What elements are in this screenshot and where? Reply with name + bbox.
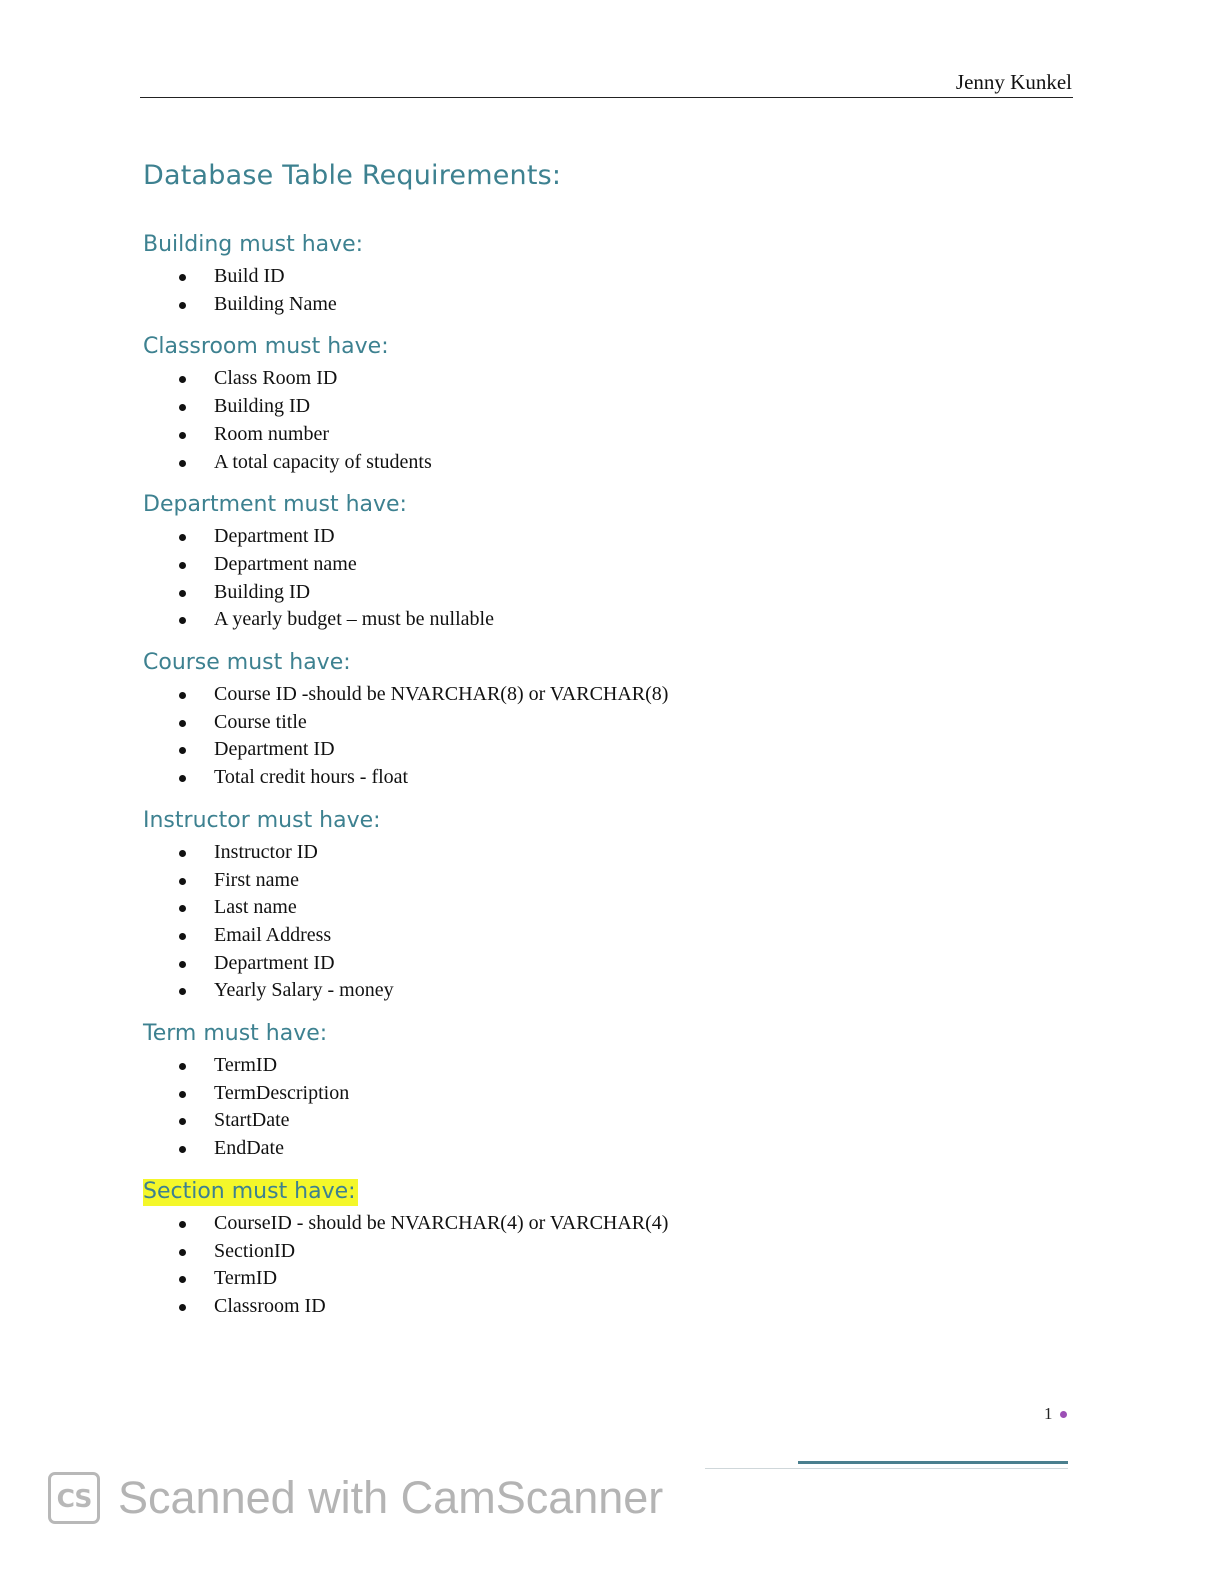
section-heading [143, 1016, 1043, 1052]
page-number-dot [1060, 1411, 1067, 1418]
bullet-icon [179, 1276, 186, 1283]
bullet-icon [179, 720, 186, 727]
list-item [143, 449, 1043, 477]
requirement-list [143, 1210, 1043, 1321]
list-item-text: StartDate [214, 1109, 290, 1132]
requirement-list [143, 839, 1043, 1005]
bullet-icon [179, 302, 186, 309]
bullet-icon [179, 1118, 186, 1125]
list-item [143, 393, 1043, 421]
bullet-icon [179, 1249, 186, 1256]
list-item [143, 421, 1043, 449]
list-item [143, 551, 1043, 579]
bullet-icon [179, 1091, 186, 1098]
list-item [143, 922, 1043, 950]
list-item-text: Instructor ID [214, 840, 318, 863]
list-item [143, 1293, 1043, 1321]
list-item-text: Department ID [214, 951, 335, 974]
section-heading [143, 329, 1043, 365]
header-rule [140, 97, 1073, 98]
watermark-text: Scanned with CamScanner [118, 1472, 664, 1523]
list-item-text: Department name [214, 552, 357, 575]
bullet-icon [179, 534, 186, 541]
section-heading-text: Course must have: [143, 650, 351, 676]
list-item-text: Building Name [214, 292, 337, 315]
section-heading-text: Instructor must have: [143, 807, 381, 833]
list-item-text: Department ID [214, 525, 335, 548]
list-item-text: Yearly Salary - money [214, 979, 394, 1002]
section-block [143, 803, 1043, 1005]
page-number: 1 [1044, 1404, 1053, 1423]
bullet-icon [179, 1063, 186, 1070]
requirement-list [143, 1052, 1043, 1163]
list-item [143, 1107, 1043, 1135]
list-item-text: EndDate [214, 1137, 284, 1160]
requirement-list [143, 365, 1043, 476]
list-item-text: A total capacity of students [214, 450, 432, 473]
list-item [143, 839, 1043, 867]
document-title: Database Table Requirements: [143, 160, 562, 191]
list-item-text: Classroom ID [214, 1294, 326, 1317]
list-item [143, 709, 1043, 737]
bullet-icon [179, 1304, 186, 1311]
bullet-icon [179, 460, 186, 467]
list-item [143, 950, 1043, 978]
list-item-text: SectionID [214, 1239, 296, 1262]
bullet-icon [179, 961, 186, 968]
list-item-text: First name [214, 868, 299, 891]
list-item [143, 523, 1043, 551]
section-block [143, 645, 1043, 792]
requirement-list [143, 523, 1043, 634]
list-item-text: Department ID [214, 738, 335, 761]
section-heading [143, 1174, 1043, 1210]
list-item [143, 681, 1043, 709]
bullet-icon [179, 590, 186, 597]
section-heading [143, 803, 1043, 839]
section-heading-text: Classroom must have: [143, 334, 389, 360]
list-item-text: Building ID [214, 580, 311, 603]
bullet-icon [179, 878, 186, 885]
list-item-text: Last name [214, 896, 297, 919]
list-item [143, 977, 1043, 1005]
bullet-icon [179, 617, 186, 624]
header-author: Jenny Kunkel [955, 70, 1072, 94]
section-block [143, 1174, 1043, 1321]
list-item [143, 736, 1043, 764]
section-heading-text: Building must have: [143, 232, 364, 257]
list-item-text: Email Address [214, 923, 332, 946]
section-heading [143, 645, 1043, 681]
list-item-text: TermID [214, 1267, 278, 1290]
footer-rule-thick [798, 1461, 1068, 1464]
bullet-icon [179, 274, 186, 281]
section-block [143, 487, 1043, 634]
list-item-text: Building ID [214, 395, 311, 418]
list-item-text: CourseID - should be NVARCHAR(4) or VARCHAR(4) [214, 1211, 669, 1234]
footer-rule-thin [705, 1468, 1068, 1469]
list-item-text: Build ID [214, 265, 285, 287]
camscanner-logo-icon: CS [48, 1472, 100, 1524]
list-item-text: Total credit hours - float [214, 766, 409, 789]
bullet-icon [179, 905, 186, 912]
requirement-list [143, 263, 1043, 318]
bullet-icon [179, 850, 186, 857]
list-item-text: Course title [214, 710, 307, 733]
section-block [143, 329, 1043, 476]
list-item [143, 1238, 1043, 1266]
highlighted-heading-text: Section must have: [143, 1178, 356, 1204]
section-block [143, 1016, 1043, 1163]
section-heading [143, 227, 1043, 263]
bullet-icon [179, 692, 186, 699]
list-item [143, 606, 1043, 634]
list-item [143, 579, 1043, 607]
bullet-icon [179, 775, 186, 782]
requirements-sections [143, 227, 1043, 1332]
bullet-icon [179, 432, 186, 439]
bullet-icon [179, 404, 186, 411]
bullet-icon [179, 376, 186, 383]
list-item [143, 263, 1043, 291]
list-item-text: Course ID -should be NVARCHAR(8) or VARCHAR(8) [214, 683, 669, 706]
list-item [143, 1135, 1043, 1163]
bullet-icon [179, 562, 186, 569]
list-item-text: Class Room ID [214, 367, 338, 390]
list-item [143, 1265, 1043, 1293]
section-heading-text: Department must have: [143, 492, 407, 518]
list-item [143, 1052, 1043, 1080]
bullet-icon [179, 933, 186, 940]
bullet-icon [179, 988, 186, 995]
list-item-text: A yearly budget – must be nullable [214, 608, 494, 631]
bullet-icon [179, 1146, 186, 1153]
bullet-icon [179, 1221, 186, 1228]
list-item-text: TermID [214, 1054, 278, 1077]
section-block [143, 227, 1043, 318]
section-heading [143, 487, 1043, 523]
bullet-icon [179, 747, 186, 754]
list-item [143, 365, 1043, 393]
list-item [143, 291, 1043, 319]
list-item-text: Room number [214, 422, 329, 445]
list-item [143, 1080, 1043, 1108]
section-heading-text: Term must have: [143, 1021, 328, 1047]
list-item [143, 867, 1043, 895]
list-item [143, 894, 1043, 922]
list-item-text: TermDescription [214, 1081, 350, 1104]
list-item [143, 764, 1043, 792]
requirement-list [143, 681, 1043, 792]
list-item [143, 1210, 1043, 1238]
camscanner-watermark [48, 1470, 663, 1526]
